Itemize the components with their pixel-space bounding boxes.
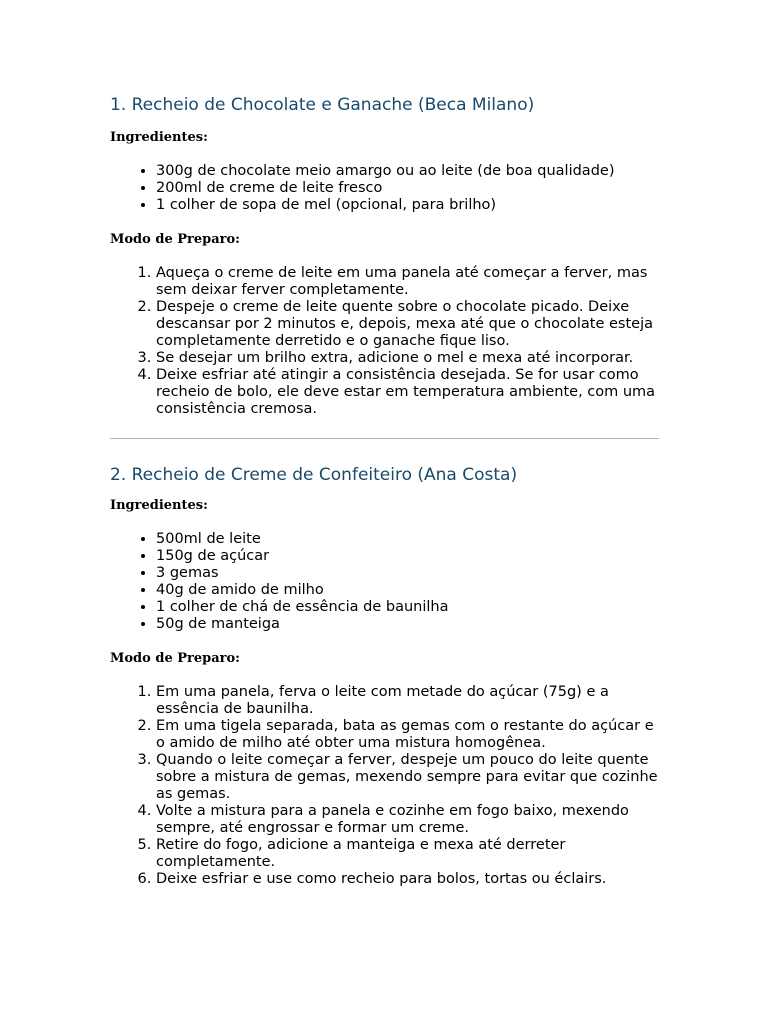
step-item: 2. Despeje o creme de leite quente sobre o chocolate picado. Deixe descansar por 2 minutos e, depois, mexa até que o chocolate esteja completamente derretido e o ganache fique liso. [156,299,659,350]
step-item: 6. Deixe esfriar e use como recheio para bolos, tortas ou éclairs. [156,871,659,888]
ingredients-label: Ingredientes: [110,498,208,513]
section-divider [110,438,659,439]
ingredient-item: • 3 gemas [156,565,659,582]
step-item: 1. Em uma panela, ferva o leite com metade do açúcar (75g) e a essência de baunilha. [156,684,659,718]
ingredient-item: • 1 colher de chá de essência de baunilha [156,599,659,616]
ingredients-label: Ingredientes: [110,130,208,145]
ingredient-item: • 200ml de creme de leite fresco [156,180,659,197]
recipe-section-2 [110,463,659,888]
ingredients-list [110,531,659,633]
ingredient-item: • 1 colher de sopa de mel (opcional, para brilho) [156,197,659,214]
recipe-title: 1. Recheio de Chocolate e Ganache (Beca Milano) [110,95,535,115]
ingredients-list [110,163,659,214]
step-item: 3. Quando o leite começar a ferver, despeje um pouco do leite quente sobre a mistura de gemas, mexendo sempre para evitar que cozinhe as gemas. [156,752,659,803]
steps-list [110,684,659,888]
ingredient-item: • 300g de chocolate meio amargo ou ao leite (de boa qualidade) [156,163,659,180]
method-label: Modo de Preparo: [110,651,240,666]
step-item: 5. Retire do fogo, adicione a manteiga e mexa até derreter completamente. [156,837,659,871]
ingredient-item: • 150g de açúcar [156,548,659,565]
method-label: Modo de Preparo: [110,232,240,247]
step-item: 1. Aqueça o creme de leite em uma panela até começar a ferver, mas sem deixar ferver completamente. [156,265,659,299]
recipe-title: 2. Recheio de Creme de Confeiteiro (Ana Costa) [110,465,518,485]
recipe-section-1 [110,93,659,418]
step-item: 4. Volte a mistura para a panela e cozinhe em fogo baixo, mexendo sempre, até engrossar e formar um creme. [156,803,659,837]
step-item: 2. Em uma tigela separada, bata as gemas com o restante do açúcar e o amido de milho até obter uma mistura homogênea. [156,718,659,752]
steps-list [110,265,659,418]
ingredient-item: • 40g de amido de milho [156,582,659,599]
step-item: 4. Deixe esfriar até atingir a consistência desejada. Se for usar como recheio de bolo, ele deve estar em temperatura ambiente, com uma consistência cremosa. [156,367,659,418]
step-item: 3. Se desejar um brilho extra, adicione o mel e mexa até incorporar. [156,350,659,367]
ingredient-item: • 50g de manteiga [156,616,659,633]
ingredient-item: • 500ml de leite [156,531,659,548]
document-page [110,78,659,888]
